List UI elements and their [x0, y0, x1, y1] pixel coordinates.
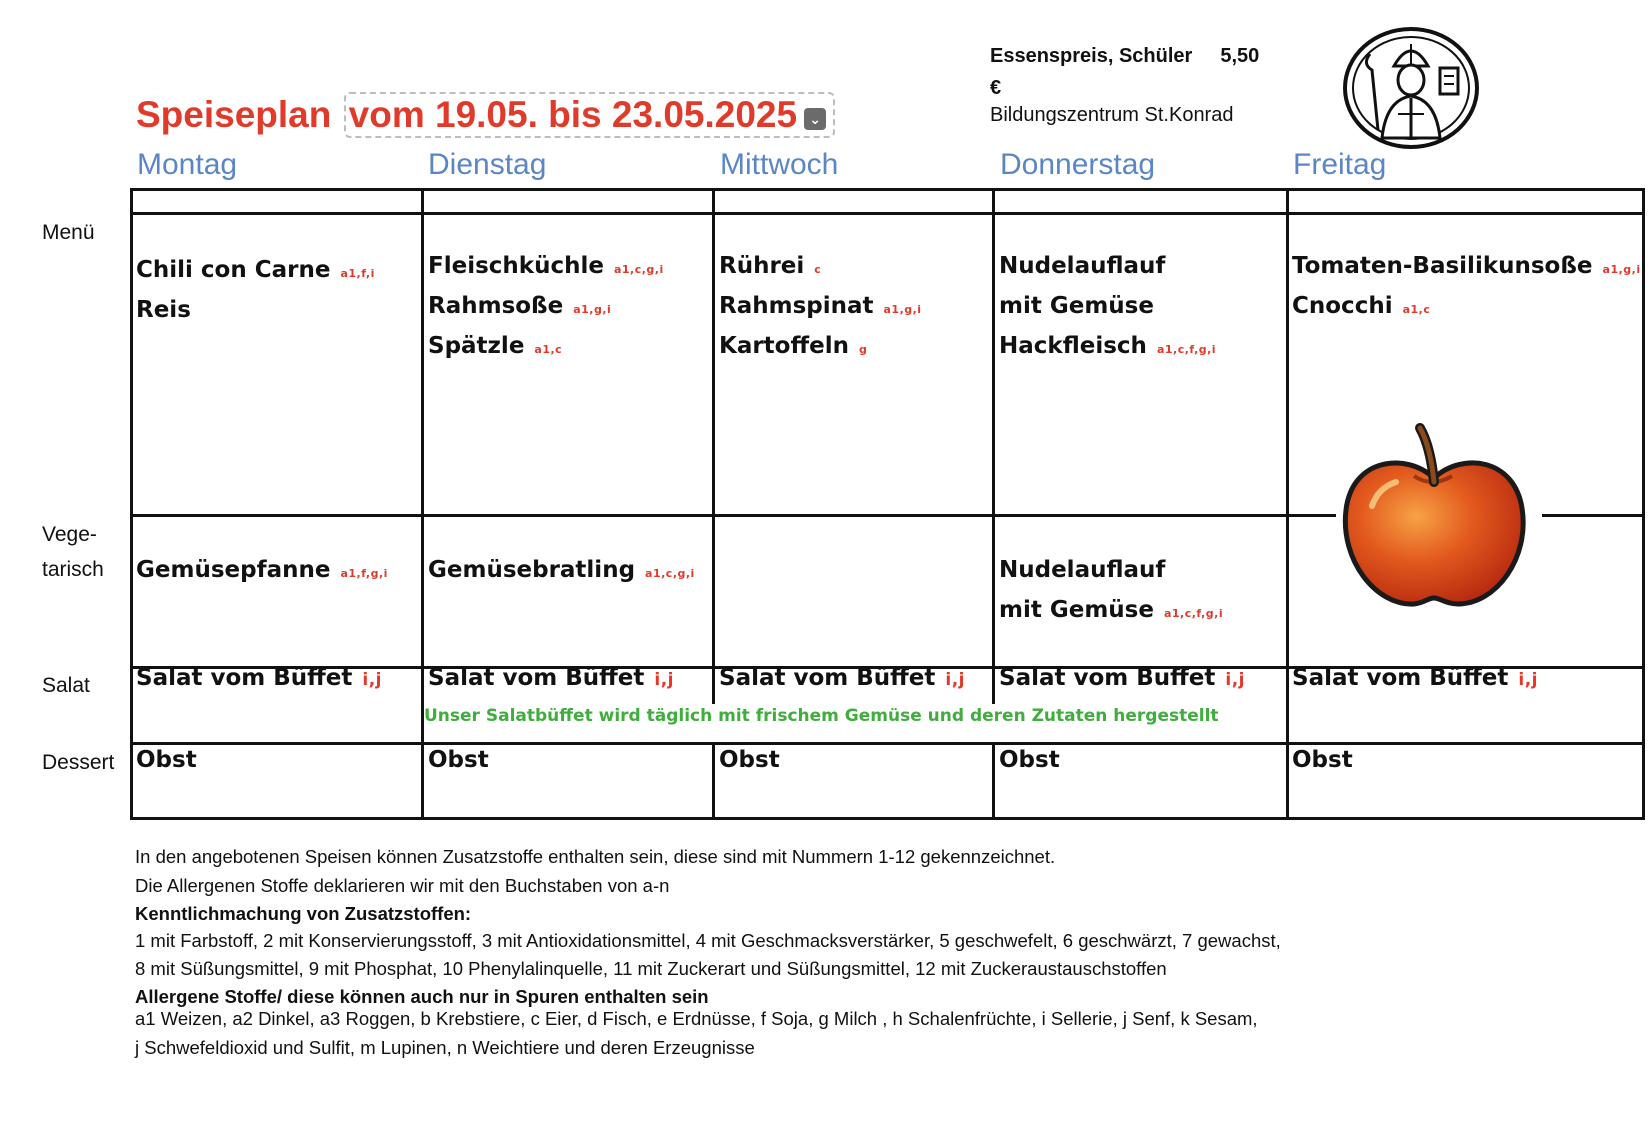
allergen-codes: a1,g,i — [1602, 263, 1641, 276]
footer-line-3: 1 mit Farbstoff, 2 mit Konservierungsstoff, 3 mit Antioxidationsmittel, 4 mit Geschmacksverstärker, 5 geschwefelt, 6 geschwärzt, 7 gewachst, — [135, 930, 1281, 951]
dish-line — [428, 248, 664, 288]
dish-name: Salat vom Büffet — [136, 665, 353, 691]
row-label-veg-line2: tarisch — [42, 558, 104, 581]
dish-name: Fleischküchle — [428, 253, 604, 279]
menu-cell-tuesday — [428, 248, 664, 368]
day-header-tuesday: Dienstag — [428, 148, 547, 181]
dish-name: Salat vom Buffet — [999, 665, 1216, 691]
allergen-codes: a1,f,i — [340, 267, 375, 280]
price-block — [990, 40, 1259, 104]
dessert-cell-wednesday: Obst — [719, 747, 780, 773]
date-range-dropdown[interactable] — [344, 92, 835, 138]
footer-line-2: Die Allergenen Stoffe deklarieren wir mit den Buchstaben von a-n — [135, 875, 670, 896]
day-header-wednesday: Mittwoch — [720, 148, 839, 181]
menu-cell-monday — [136, 252, 375, 332]
allergen-codes: i,j — [945, 670, 966, 690]
dish-name: Tomaten-Basilikunsoße — [1292, 253, 1593, 279]
dessert-cell-friday: Obst — [1292, 747, 1353, 773]
salad-cell-wednesday — [719, 660, 965, 699]
allergen-codes: a1,c,g,i — [613, 263, 664, 276]
salad-cell-tuesday — [428, 660, 674, 699]
row-label-vegetarian — [42, 517, 104, 587]
salad-note: Unser Salatbüffet wird täglich mit frischem Gemüse und deren Zutaten hergestellt — [424, 706, 1219, 726]
menu-cell-thursday — [999, 248, 1216, 368]
dish-line — [999, 592, 1223, 632]
day-header-monday: Montag — [137, 148, 238, 181]
dessert-cell-tuesday: Obst — [428, 747, 489, 773]
apple-illustration — [1336, 418, 1532, 618]
dish-name: Rahmsoße — [428, 293, 564, 319]
allergen-codes: a1,g,i — [573, 303, 612, 316]
dish-line — [136, 292, 375, 332]
footer-heading-additives: Kenntlichmachung von Zusatzstoffen: — [135, 903, 472, 924]
dish-name: Salat vom Büffet — [719, 665, 936, 691]
allergen-codes: a1,c — [1402, 303, 1431, 316]
dessert-cell-thursday: Obst — [999, 747, 1060, 773]
dish-name: Nudelauflauf — [999, 253, 1166, 279]
saint-seal-icon — [1342, 26, 1480, 150]
grid-line — [1642, 188, 1645, 820]
salad-cell-thursday — [999, 660, 1245, 699]
day-header-thursday: Donnerstag — [1000, 148, 1156, 181]
allergen-codes: a1,f,g,i — [340, 567, 388, 580]
dish-name: Reis — [136, 297, 191, 323]
dish-name: Gemüsebratling — [428, 557, 636, 583]
grid-line — [130, 188, 133, 820]
grid-line — [712, 188, 715, 704]
price-label: Essenspreis, Schüler — [990, 45, 1193, 67]
dish-name: Salat vom Büffet — [428, 665, 645, 691]
dish-line — [719, 248, 922, 288]
dessert-cell-monday: Obst — [136, 747, 197, 773]
dish-line — [428, 288, 664, 328]
allergen-codes: i,j — [1225, 670, 1246, 690]
footer-line-6: j Schwefeldioxid und Sulfit, m Lupinen, n Weichtiere und deren Erzeugnisse — [135, 1037, 755, 1058]
allergen-codes: a1,c — [534, 343, 563, 356]
footer-line-5: a1 Weizen, a2 Dinkel, a3 Roggen, b Krebstiere, c Eier, d Fisch, e Erdnüsse, f Soja, g Milch , h Schalenfrüchte, i Sellerie, j Senf, k Sesam, — [135, 1008, 1258, 1029]
allergen-codes: g — [858, 343, 868, 356]
dish-name: Rührei — [719, 253, 805, 279]
allergen-codes: a1,c,g,i — [645, 567, 695, 580]
menu-cell-wednesday — [719, 248, 922, 368]
salad-cell-friday — [1292, 660, 1538, 699]
dish-line — [999, 328, 1216, 368]
page-title — [136, 92, 835, 138]
date-range-value: vom 19.05. bis 23.05.2025 — [348, 94, 798, 135]
row-label-menu: Menü — [42, 221, 95, 244]
grid-line — [130, 742, 1645, 745]
footer-line-4: 8 mit Süßungsmittel, 9 mit Phosphat, 10 Phenylalinquelle, 11 mit Zuckerart und Süßungsmittel, 12 mit Zuckeraustauschstoffen — [135, 958, 1167, 979]
grid-line — [130, 188, 1645, 191]
allergen-codes: a1,c,f,g,i — [1156, 343, 1217, 356]
allergen-codes: i,j — [362, 670, 383, 690]
price-currency: € — [990, 77, 1002, 99]
allergen-codes: i,j — [654, 670, 675, 690]
grid-line — [992, 742, 995, 820]
dish-name: Nudelauflauf — [999, 557, 1166, 583]
dish-line — [999, 552, 1223, 592]
day-header-friday: Freitag — [1293, 148, 1387, 181]
dish-line — [428, 552, 695, 592]
dish-line — [428, 328, 664, 368]
allergen-codes: a1,g,i — [883, 303, 922, 316]
grid-line — [130, 514, 1349, 517]
allergen-codes: a1,c,f,g,i — [1163, 607, 1224, 620]
grid-line — [712, 742, 715, 820]
grid-line — [1286, 188, 1289, 820]
dish-name: Rahmspinat — [719, 293, 874, 319]
dish-name: Hackfleisch — [999, 333, 1147, 359]
dish-line — [719, 288, 922, 328]
price-value: 5,50 — [1220, 45, 1260, 67]
grid-line — [130, 212, 1645, 215]
organization-name: Bildungszentrum St.Konrad — [990, 104, 1234, 126]
dish-name: Cnocchi — [1292, 293, 1393, 319]
dish-line — [136, 552, 388, 592]
vegetarian-cell-tuesday — [428, 552, 695, 592]
footer-heading-allergens: Allergene Stoffe/ diese können auch nur in Spuren enthalten sein — [135, 986, 709, 1007]
vegetarian-cell-monday — [136, 552, 388, 592]
row-label-veg-line1: Vege- — [42, 523, 97, 546]
row-label-salad: Salat — [42, 674, 90, 697]
dish-name: mit Gemüse — [999, 293, 1154, 319]
dish-line — [136, 252, 375, 292]
allergen-codes: c — [814, 263, 822, 276]
vegetarian-cell-thursday — [999, 552, 1223, 632]
dish-line — [1292, 248, 1641, 288]
dish-name: Gemüsepfanne — [136, 557, 331, 583]
allergen-codes: i,j — [1518, 670, 1539, 690]
grid-line — [1542, 514, 1645, 517]
title-prefix: Speiseplan — [136, 94, 332, 135]
menu-cell-friday — [1292, 248, 1641, 328]
salad-cell-monday — [136, 660, 382, 699]
row-label-dessert: Dessert — [42, 751, 115, 774]
footer-line-1: In den angebotenen Speisen können Zusatzstoffe enthalten sein, diese sind mit Nummern 1-12 gekennzeichnet. — [135, 846, 1056, 867]
grid-line — [130, 817, 1645, 820]
dish-name: Spätzle — [428, 333, 525, 359]
dish-line — [719, 328, 922, 368]
dish-line — [1292, 288, 1641, 328]
dish-line — [999, 248, 1216, 288]
chevron-down-icon[interactable]: ⌄ — [804, 108, 826, 130]
grid-line — [992, 188, 995, 704]
dish-name: Chili con Carne — [136, 257, 331, 283]
dish-name: Kartoffeln — [719, 333, 849, 359]
dish-name: mit Gemüse — [999, 597, 1154, 623]
dish-line — [999, 288, 1216, 328]
dish-name: Salat vom Büffet — [1292, 665, 1509, 691]
